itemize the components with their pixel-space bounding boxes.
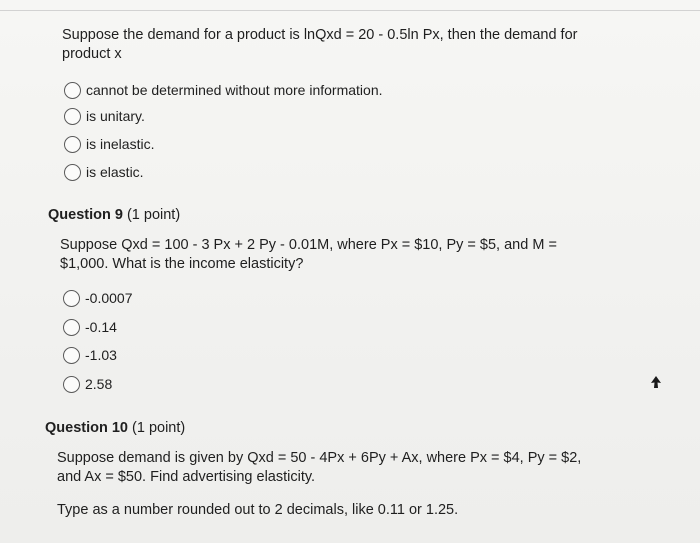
question-9-text-line1: Suppose Qxd = 100 - 3 Px + 2 Py - 0.01M, where Px = $10, Py = $5, and M =	[60, 237, 557, 253]
question-9-text-line2: $1,000. What is the income elasticity?	[60, 256, 304, 272]
question-8-option-1[interactable]	[64, 79, 383, 101]
radio-button[interactable]	[64, 136, 81, 153]
question-9-option-4[interactable]	[63, 373, 112, 395]
question-10-instruction: Type as a number rounded out to 2 decimals, like 0.11 or 1.25.	[57, 502, 459, 518]
question-10-title: Question 10	[45, 420, 128, 436]
question-9-option-2[interactable]	[63, 316, 117, 338]
option-label: is inelastic.	[86, 136, 155, 152]
question-10-text-line2: and Ax = $50. Find advertising elasticity.	[57, 469, 316, 485]
option-label: cannot be determined without more information.	[86, 82, 383, 98]
question-9-option-3[interactable]	[63, 344, 117, 366]
radio-button[interactable]	[63, 290, 80, 307]
radio-button[interactable]	[64, 82, 81, 99]
radio-button[interactable]	[63, 347, 80, 364]
top-divider	[0, 10, 700, 11]
option-label: -0.14	[85, 319, 117, 335]
option-label: -0.0007	[85, 290, 133, 306]
question-8-option-2[interactable]	[64, 105, 145, 127]
question-10-points: (1 point)	[132, 420, 186, 436]
question-9-title: Question 9	[48, 207, 123, 223]
question-8-option-3[interactable]	[64, 133, 154, 155]
question-10-heading	[45, 419, 185, 438]
option-label: 2.58	[85, 376, 113, 392]
mouse-cursor-icon	[651, 376, 661, 388]
option-label: is unitary.	[86, 108, 145, 124]
radio-button[interactable]	[63, 376, 80, 393]
option-label: -1.03	[85, 347, 117, 363]
question-9-heading	[48, 206, 180, 225]
radio-button[interactable]	[64, 108, 81, 125]
question-9-points: (1 point)	[126, 207, 181, 223]
question-9-option-1[interactable]	[63, 287, 132, 309]
question-10-text-line1: Suppose demand is given by Qxd = 50 - 4Px + 6Py + Ax, where Px = $4, Py = $2,	[57, 450, 582, 466]
question-8-text-line2: product x	[62, 46, 122, 62]
question-8-option-4[interactable]	[64, 161, 144, 183]
radio-button[interactable]	[64, 164, 81, 181]
option-label: is elastic.	[86, 164, 144, 180]
radio-button[interactable]	[63, 319, 80, 336]
question-8-text-line1: Suppose the demand for a product is lnQxd = 20 - 0.5ln Px, then the demand for	[62, 27, 578, 43]
